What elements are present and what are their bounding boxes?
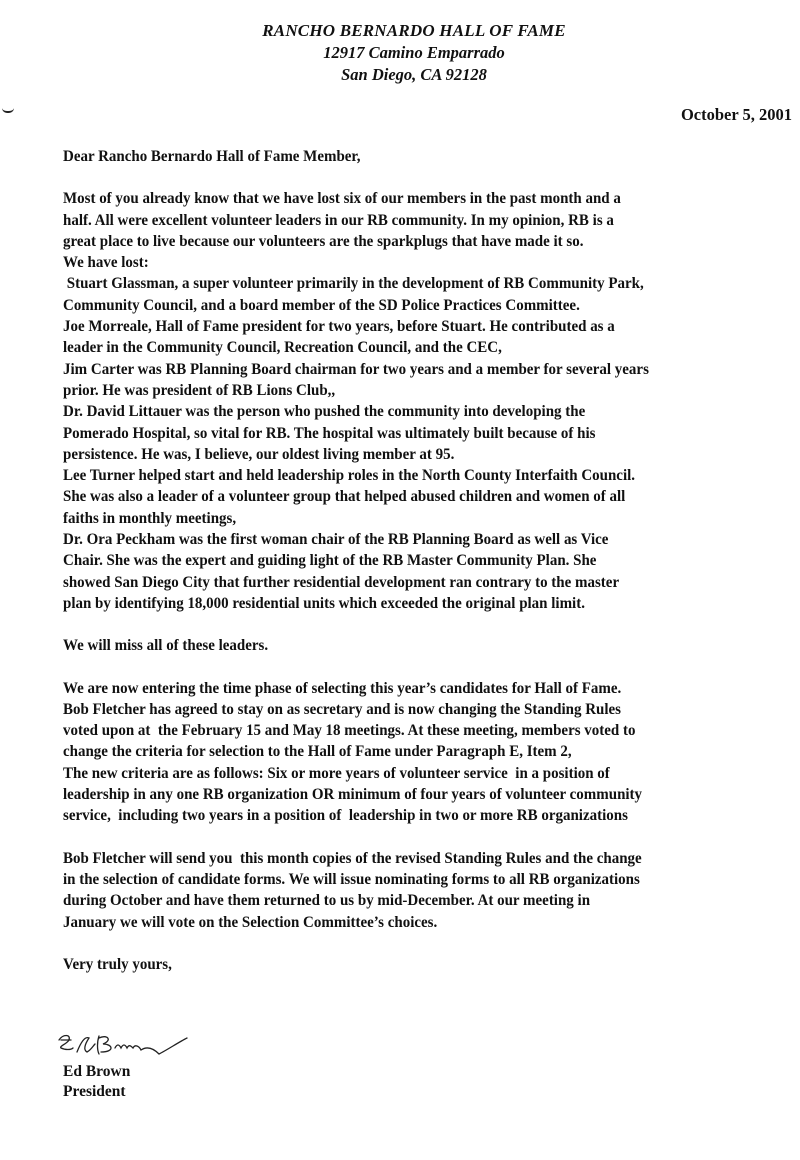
- text-line: January we will vote on the Selection Committee’s choices.: [63, 911, 438, 931]
- text-line: persistence. He was, I believe, our oldest living member at 95.: [63, 443, 455, 463]
- scan-artifact-mark: [2, 108, 14, 113]
- text-line: Most of you already know that we have lost six of our members in the past month and a: [63, 188, 621, 208]
- signer-title: President: [63, 1083, 126, 1100]
- text-line: leader in the Community Council, Recreation Council, and the CEC,: [63, 337, 502, 357]
- paragraph-gap: [63, 613, 739, 634]
- signer-name: Ed Brown: [63, 1063, 131, 1080]
- text-line: Bob Fletcher will send you this month copies of the revised Standing Rules and the change: [63, 847, 642, 867]
- salutation: Dear Rancho Bernardo Hall of Fame Member,: [63, 146, 361, 165]
- text-line: voted upon at the February 15 and May 18 meetings. At these meeting, members voted to: [63, 720, 636, 740]
- text-line: Joe Morreale, Hall of Fame president for two years, before Stuart. He contributed as a: [63, 316, 615, 336]
- text-line: showed San Diego City that further residential development ran contrary to the master: [63, 571, 620, 591]
- text-line: We will miss all of these leaders.: [63, 635, 269, 655]
- text-line: Bob Fletcher has agreed to stay on as secretary and is now changing the Standing Rules: [63, 698, 622, 718]
- paragraph-forms: [63, 847, 739, 932]
- text-line: Dr. Ora Peckham was the first woman chair of the RB Planning Board as well as Vice: [63, 529, 609, 549]
- paragraph-gap: [63, 656, 739, 677]
- text-line: great place to live because our volunteers are the sparkplugs that have made it so.: [63, 230, 584, 250]
- letterhead: [0, 20, 800, 86]
- text-line: The new criteria are as follows: Six or more years of volunteer service in a position of: [63, 762, 610, 782]
- paragraph-gap: [63, 826, 739, 847]
- text-line: faiths in monthly meetings,: [63, 507, 237, 527]
- address-street: 12917 Camino Emparrado: [323, 43, 505, 62]
- text-line: in the selection of candidate forms. We will issue nominating forms to all RB organizations: [63, 868, 640, 888]
- text-line: We are now entering the time phase of selecting this year’s candidates for Hall of Fame.: [63, 677, 622, 697]
- letter-body: [63, 145, 739, 974]
- closing: Very truly yours,: [63, 953, 172, 973]
- text-line: change the criteria for selection to the Hall of Fame under Paragraph E, Item 2,: [63, 741, 572, 761]
- text-line: Lee Turner helped start and held leadership roles in the North County Interfaith Council.: [63, 465, 636, 485]
- paragraph-intro: [63, 187, 739, 613]
- text-line: She was also a leader of a volunteer group that helped abused children and women of all: [63, 486, 626, 506]
- text-line: service, including two years in a position of leadership in two or more RB organizations: [63, 805, 628, 825]
- text-line: Dr. David Littauer was the person who pushed the community into developing the: [63, 401, 586, 421]
- paragraph-gap: [63, 932, 739, 953]
- text-line: half. All were excellent volunteer leaders in our RB community. In my opinion, RB is a: [63, 209, 614, 229]
- address-city: San Diego, CA 92128: [341, 65, 487, 84]
- text-line: Jim Carter was RB Planning Board chairman for two years and a member for several years: [63, 358, 649, 378]
- text-line: Chair. She was the expert and guiding light of the RB Master Community Plan. She: [63, 550, 597, 570]
- text-line: prior. He was president of RB Lions Club,,: [63, 379, 336, 399]
- signature-block: [63, 1062, 130, 1102]
- paragraph-miss: [63, 634, 739, 655]
- text-line: Stuart Glassman, a super volunteer primarily in the development of RB Community Park,: [63, 273, 644, 293]
- letter-date: October 5, 2001: [680, 105, 792, 124]
- text-line: Pomerado Hospital, so vital for RB. The hospital was ultimately built because of his: [63, 422, 596, 442]
- text-line: during October and have them returned to us by mid-December. At our meeting in: [63, 890, 591, 910]
- text-line: plan by identifying 18,000 residential units which exceeded the original plan limit.: [63, 592, 585, 612]
- organization-name: RANCHO BERNARDO HALL OF FAME: [262, 21, 566, 40]
- text-line: We have lost:: [63, 252, 149, 272]
- paragraph-selection: [63, 677, 739, 826]
- text-line: Community Council, and a board member of the SD Police Practices Committee.: [63, 294, 580, 314]
- text-line: leadership in any one RB organization OR minimum of four years of volunteer community: [63, 784, 643, 804]
